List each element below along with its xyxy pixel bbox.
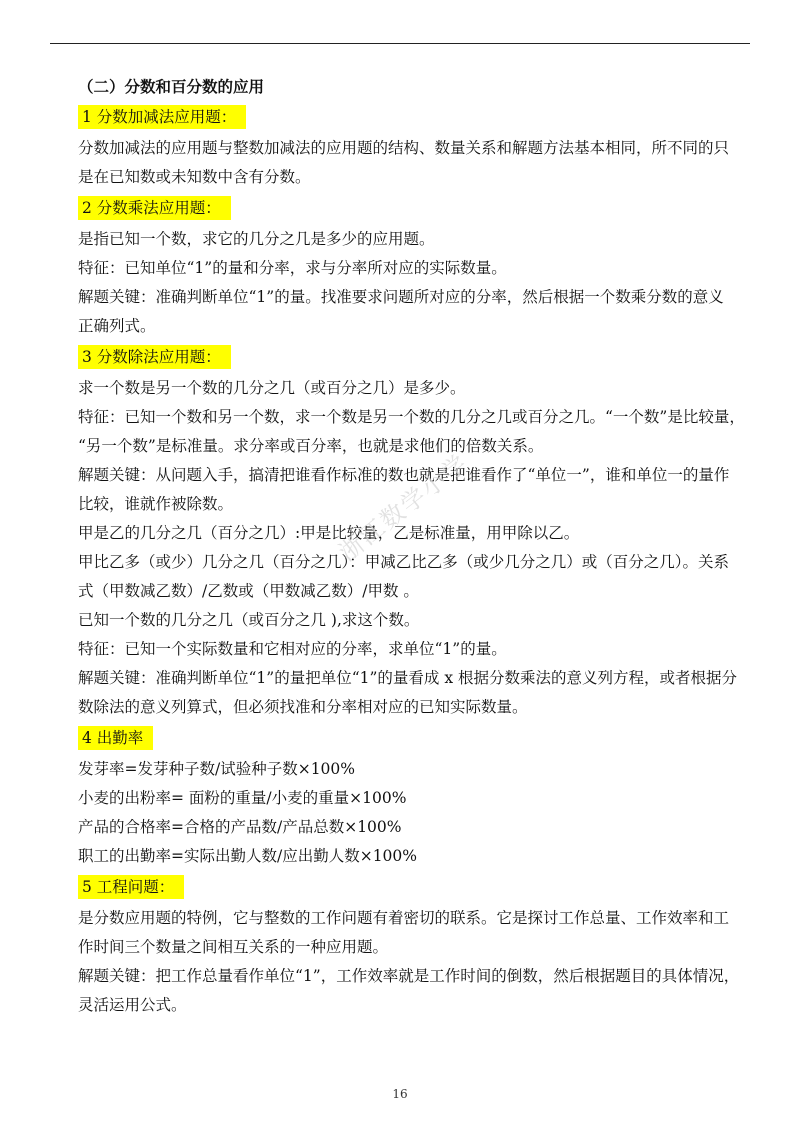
paragraph-line: 已知一个数的几分之几（或百分之几 ),求这个数。 <box>78 611 420 629</box>
paragraph <box>78 225 752 254</box>
paragraph-line: “另一个数”是标准量。求分率或百分率，也就是求他们的倍数关系。 <box>78 437 544 455</box>
paragraph-line: 解题关键：从问题入手，搞清把谁看作标准的数也就是把谁看作了“单位一”，谁和单位一的量作 <box>78 466 730 484</box>
paragraph <box>78 254 752 283</box>
paragraph <box>78 842 752 871</box>
highlighted-heading-text: 1 分数加减法应用题： <box>78 105 246 129</box>
paragraph-line: 分数加减法的应用题与整数加减法的应用题的结构、数量关系和解题方法基本相同，所不同的只 <box>78 139 730 157</box>
paragraph-line: 数除法的意义列算式，但必须找准和分率相对应的已知实际数量。 <box>78 698 528 716</box>
paragraph-line: 特征：已知一个实际数量和它相对应的分率，求单位“1”的量。 <box>78 640 507 658</box>
paragraph <box>78 374 752 403</box>
highlighted-heading-text: 4 出勤率 <box>78 726 153 750</box>
watermark: 浙江数学小学 <box>333 448 474 567</box>
subsection-heading <box>78 724 752 753</box>
highlighted-heading-text: 5 工程问题： <box>78 875 184 899</box>
paragraph-line: 解题关键：准确判断单位“1”的量把单位“1”的量看成 x 根据分数乘法的意义列方程，或者根据分 <box>78 669 738 687</box>
paragraph <box>78 784 752 813</box>
paragraph <box>78 519 752 548</box>
section-title: （二）分数和百分数的应用 <box>78 77 265 96</box>
paragraph-line: 甲是乙的几分之几（百分之几）:甲是比较量，乙是标准量，用甲除以乙。 <box>78 524 580 542</box>
paragraph <box>78 606 752 635</box>
paragraph-line: 求一个数是另一个数的几分之几（或百分之几）是多少。 <box>78 379 466 397</box>
paragraph-line: 解题关键：准确判断单位“1”的量。找准要求问题所对应的分率，然后根据一个数乘分数的意义 <box>78 288 724 306</box>
paragraph-line: 特征：已知单位“1”的量和分率，求与分率所对应的实际数量。 <box>78 259 507 277</box>
paragraph-line: 灵活运用公式。 <box>78 996 187 1014</box>
paragraph <box>78 755 752 784</box>
paragraph <box>78 134 752 192</box>
paragraph <box>78 283 752 341</box>
paragraph-line: 是指已知一个数，求它的几分之几是多少的应用题。 <box>78 230 435 248</box>
subsection-heading <box>78 194 752 223</box>
paragraph-line: 是在已知数或未知数中含有分数。 <box>78 168 311 186</box>
paragraph <box>78 664 752 722</box>
paragraph-line: 特征：已知一个数和另一个数，求一个数是另一个数的几分之几或百分之几。“一个数”是比较量， <box>78 408 745 426</box>
paragraph-line: 解题关键：把工作总量看作单位“1”，工作效率就是工作时间的倒数，然后根据题目的具体情况， <box>78 967 740 985</box>
page-number: 16 <box>392 1087 408 1101</box>
paragraph-line: 发芽率=发芽种子数/试验种子数×100% <box>78 760 356 778</box>
subsection-heading <box>78 343 752 372</box>
paragraph-line: 职工的出勤率=实际出勤人数/应出勤人数×100% <box>78 847 418 865</box>
paragraph <box>78 548 752 606</box>
paragraph <box>78 962 752 1020</box>
paragraph-line: 正确列式。 <box>78 317 156 335</box>
highlighted-heading-text: 3 分数除法应用题： <box>78 345 231 369</box>
document-body <box>78 72 752 1020</box>
highlighted-heading-text: 2 分数乘法应用题： <box>78 196 231 220</box>
paragraph-line: 比较，谁就作被除数。 <box>78 495 234 513</box>
paragraph <box>78 635 752 664</box>
paragraph-line: 产品的合格率=合格的产品数/产品总数×100% <box>78 818 402 836</box>
paragraph-line: 式（甲数减乙数）/乙数或（甲数减乙数）/甲数 。 <box>78 582 419 600</box>
header-rule <box>50 43 750 44</box>
subsection-heading <box>78 103 752 132</box>
paragraph <box>78 904 752 962</box>
paragraph-line: 甲比乙多（或少）几分之几（百分之几）：甲减乙比乙多（或少几分之几）或（百分之几）。关系 <box>78 553 730 571</box>
paragraph-line: 作时间三个数量之间相互关系的一种应用题。 <box>78 938 389 956</box>
subsection-heading <box>78 873 752 902</box>
paragraph-line: 是分数应用题的特例，它与整数的工作问题有着密切的联系。它是探讨工作总量、工作效率和工 <box>78 909 730 927</box>
paragraph <box>78 403 752 461</box>
paragraph <box>78 813 752 842</box>
content-blocks <box>78 103 752 1020</box>
paragraph-line: 小麦的出粉率= 面粉的重量/小麦的重量×100% <box>78 789 407 807</box>
